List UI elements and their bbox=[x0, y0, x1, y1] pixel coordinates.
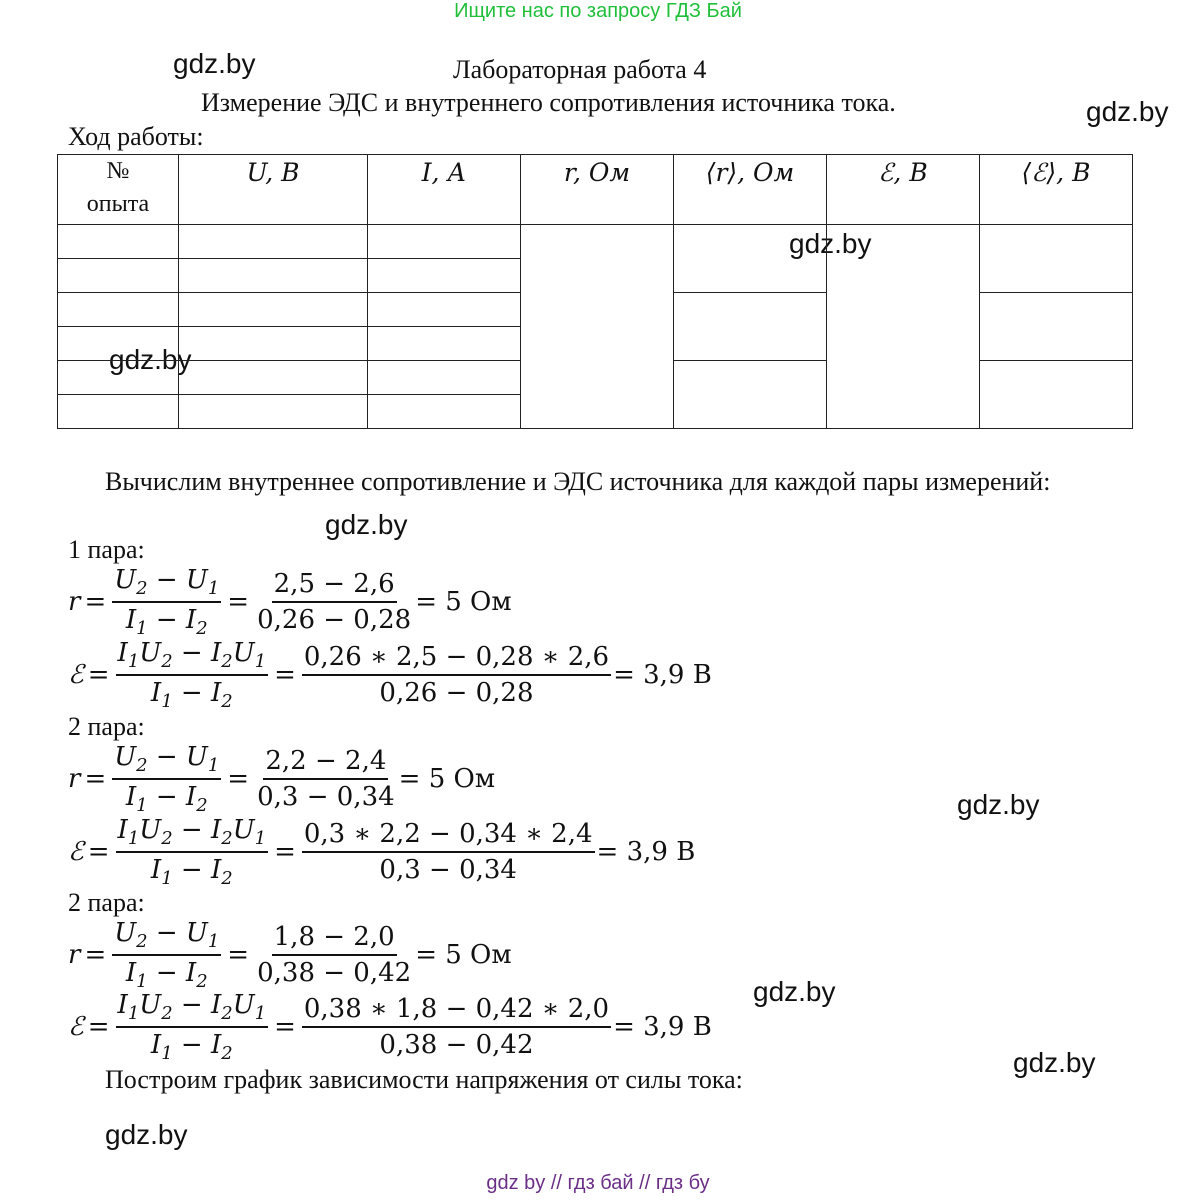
table-cell bbox=[521, 225, 674, 429]
table-cell bbox=[179, 259, 368, 293]
table-cell bbox=[368, 293, 521, 327]
header-cell: r, Ом bbox=[521, 155, 674, 225]
watermark: gdz.by bbox=[105, 1119, 188, 1150]
formula-fraction: $\frac{I_1U_2 - I_2U_1}{I_1 - I_2}$ bbox=[117, 990, 267, 1064]
numeric-fraction: $\frac{0,38 ∗ 1,8 - 0,42 ∗ 2,0}{0,38 - 0,42}$ bbox=[303, 994, 610, 1060]
watermark: gdz.by bbox=[325, 509, 408, 540]
table-cell bbox=[179, 395, 368, 429]
pair-label: 2 пара: bbox=[68, 712, 145, 741]
table-cell bbox=[58, 361, 179, 395]
r-symbol: r bbox=[68, 940, 81, 970]
table-cell bbox=[58, 327, 179, 361]
formula-fraction: $\frac{U_2 - U_1}{I_1 - I_2}$ bbox=[114, 565, 220, 639]
top-banner[interactable]: Ищите нас по запросу ГДЗ Бай bbox=[454, 0, 742, 22]
table-cell bbox=[368, 259, 521, 293]
table-cell bbox=[980, 225, 1133, 293]
header-cell: ⟨ℰ⟩, В bbox=[980, 155, 1133, 225]
table-cell bbox=[179, 293, 368, 327]
numeric-fraction: $\frac{0,26 ∗ 2,5 - 0,28 ∗ 2,6}{0,26 - 0,28}$ bbox=[303, 642, 610, 708]
table-cell bbox=[179, 361, 368, 395]
intro-text: Вычислим внутреннее сопротивление и ЭДС источника для каждой пары измерений: bbox=[105, 467, 1051, 496]
page-title: Лабораторная работа 4 bbox=[453, 55, 707, 84]
table-cell bbox=[368, 327, 521, 361]
r-symbol: r bbox=[68, 764, 81, 794]
formula-fraction: $\frac{U_2 - U_1}{I_1 - I_2}$ bbox=[114, 742, 220, 816]
formula-fraction: $\frac{U_2 - U_1}{I_1 - I_2}$ bbox=[114, 918, 220, 992]
table-cell bbox=[179, 327, 368, 361]
section-heading: Ход работы: bbox=[68, 122, 204, 151]
header-cell: U, В bbox=[179, 155, 368, 225]
numeric-fraction: $\frac{2,5 - 2,6}{0,26 - 0,28}$ bbox=[257, 569, 412, 635]
equation-r: r = $\frac{U_2 - U_1}{I_1 - I_2}$ = $\frac{2,2 - 2,4}{0,3 - 0,34}$ = 5 Ом bbox=[68, 742, 496, 816]
emf-symbol: ℰ bbox=[68, 1012, 84, 1042]
result: = 5 Ом bbox=[398, 764, 496, 794]
footer-links[interactable]: gdz by // гдз бай // гдз бу bbox=[486, 1172, 710, 1194]
table-cell bbox=[674, 225, 827, 293]
table-row bbox=[58, 225, 1133, 259]
numeric-fraction: $\frac{0,3 ∗ 2,2 - 0,34 ∗ 2,4}{0,3 - 0,34}$ bbox=[303, 819, 593, 885]
result: = 5 Ом bbox=[415, 940, 512, 970]
table-header-row bbox=[58, 155, 1133, 225]
watermark: gdz.by bbox=[173, 48, 256, 79]
numeric-fraction: $\frac{1,8 - 2,0}{0,38 - 0,42}$ bbox=[257, 922, 412, 988]
header-cell: ⟨r⟩, Ом bbox=[674, 155, 827, 225]
formula-fraction: $\frac{I_1U_2 - I_2U_1}{I_1 - I_2}$ bbox=[117, 638, 267, 712]
equation-r: r = $\frac{U_2 - U_1}{I_1 - I_2}$ = $\frac{1,8 - 2,0}{0,38 - 0,42}$ = 5 Ом bbox=[68, 918, 512, 992]
result: = 5 Ом bbox=[415, 587, 512, 617]
r-symbol: r bbox=[68, 587, 81, 617]
header-cell: I, А bbox=[368, 155, 521, 225]
equation-emf: ℰ = $\frac{I_1U_2 - I_2U_1}{I_1 - I_2}$ = $\frac{0,38 ∗ 1,8 - 0,42 ∗ 2,0}{0,38 - 0,42}$ = 3,9 В bbox=[68, 990, 712, 1064]
result: = 3,9 В bbox=[613, 660, 712, 690]
equation-emf: ℰ = $\frac{I_1U_2 - I_2U_1}{I_1 - I_2}$ = $\frac{0,26 ∗ 2,5 - 0,28 ∗ 2,6}{0,26 - 0,28}$ = 3,9 В bbox=[68, 638, 712, 712]
header-cell: № опыта bbox=[58, 155, 179, 225]
emf-symbol: ℰ bbox=[68, 837, 84, 867]
table-cell bbox=[368, 395, 521, 429]
table-cell bbox=[368, 361, 521, 395]
numeric-fraction: $\frac{2,2 - 2,4}{0,3 - 0,34}$ bbox=[257, 746, 395, 812]
watermark: gdz.by bbox=[957, 789, 1040, 820]
watermark: gdz.by bbox=[109, 344, 192, 375]
watermark: gdz.by bbox=[753, 976, 836, 1007]
page-subtitle: Измерение ЭДС и внутреннего сопротивления источника тока. bbox=[201, 88, 896, 117]
table-cell bbox=[674, 293, 827, 361]
table-cell bbox=[980, 293, 1133, 361]
graph-intro: Построим график зависимости напряжения от силы тока: bbox=[105, 1065, 743, 1094]
header-cell: ℰ, В bbox=[827, 155, 980, 225]
results-table bbox=[57, 154, 1133, 429]
table-cell bbox=[58, 293, 179, 327]
table-cell bbox=[58, 259, 179, 293]
watermark: gdz.by bbox=[1013, 1047, 1096, 1078]
equation-r: r = $\frac{U_2 - U_1}{I_1 - I_2}$ = $\frac{2,5 - 2,6}{0,26 - 0,28}$ = 5 Ом bbox=[68, 565, 512, 639]
emf-symbol: ℰ bbox=[68, 660, 84, 690]
watermark: gdz.by bbox=[789, 228, 872, 259]
result: = 3,9 В bbox=[596, 837, 696, 867]
table-cell bbox=[58, 225, 179, 259]
equation-emf: ℰ = $\frac{I_1U_2 - I_2U_1}{I_1 - I_2}$ = $\frac{0,3 ∗ 2,2 - 0,34 ∗ 2,4}{0,3 - 0,34}$ = 3,9 В bbox=[68, 815, 696, 889]
table-cell bbox=[827, 225, 980, 429]
pair-label: 2 пара: bbox=[68, 888, 145, 917]
table-cell bbox=[980, 361, 1133, 429]
watermark: gdz.by bbox=[1086, 96, 1169, 127]
pair-label: 1 пара: bbox=[68, 535, 145, 564]
table-cell bbox=[58, 395, 179, 429]
result: = 3,9 В bbox=[613, 1012, 712, 1042]
formula-fraction: $\frac{I_1U_2 - I_2U_1}{I_1 - I_2}$ bbox=[117, 815, 267, 889]
table-cell bbox=[674, 361, 827, 429]
table-cell bbox=[368, 225, 521, 259]
table-cell bbox=[179, 225, 368, 259]
